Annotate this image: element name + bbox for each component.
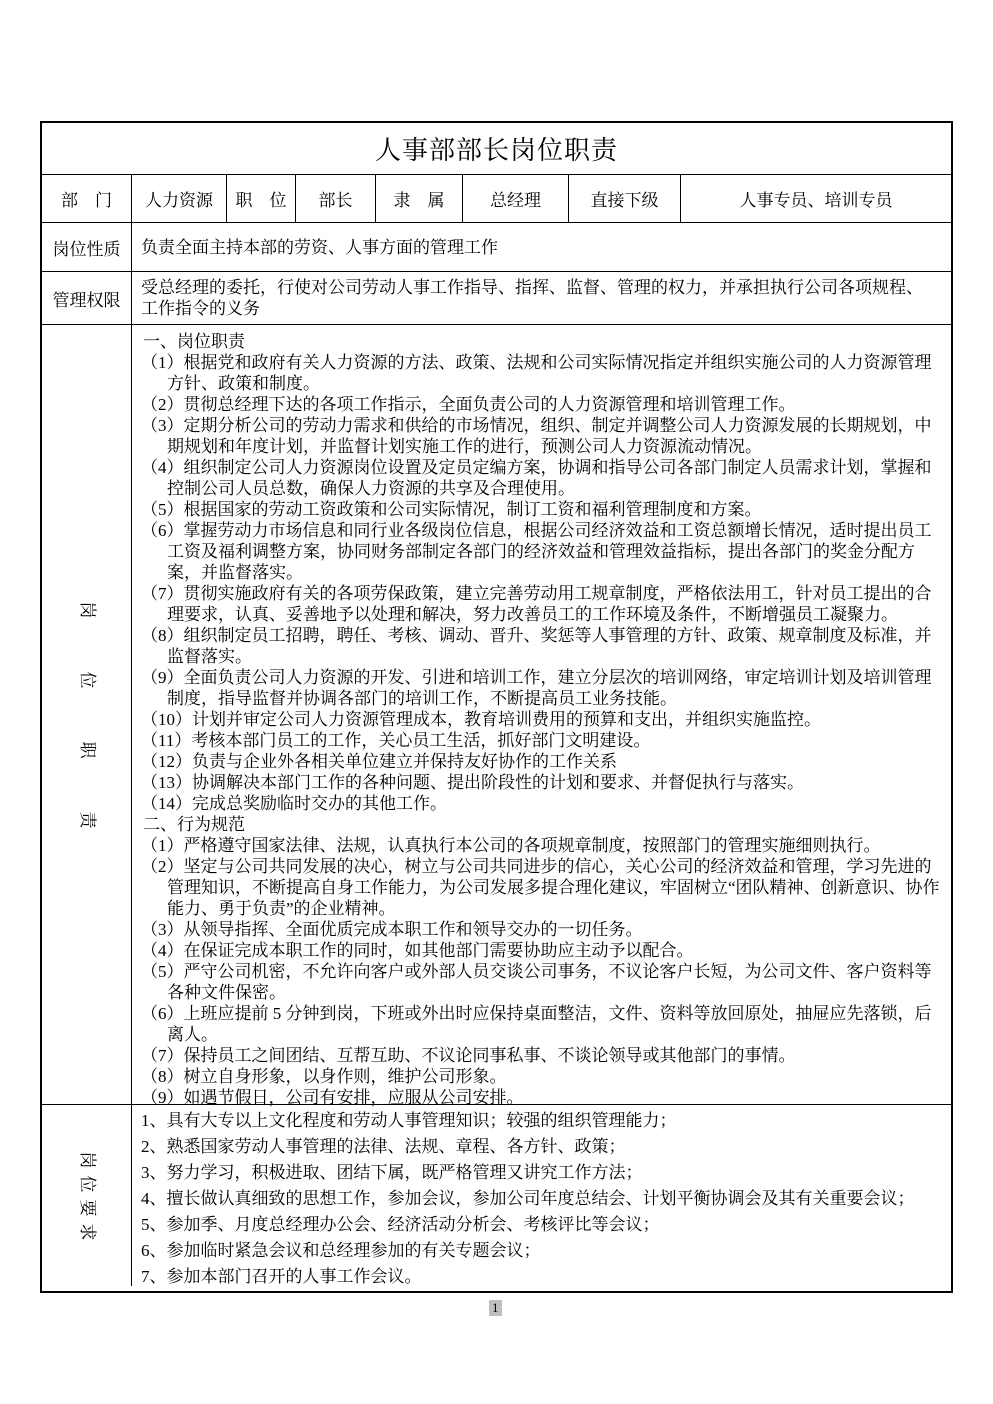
- position-value: 部长: [295, 175, 375, 222]
- duty-item: （9）全面负责公司人力资源的开发、引进和培训工作，建立分层次的培训网络，审定培训计划及培训管理制度，指导监督并协调各部门的培训工作，不断提高员工业务技能。: [141, 668, 932, 708]
- header-row: [42, 174, 951, 222]
- duty-item: （5）根据国家的劳动工资政策和公司实际情况，制订工资和福利管理制度和方案。: [141, 500, 762, 519]
- requirements-content: [131, 1105, 951, 1286]
- requirements-vertical-label: [42, 1105, 131, 1286]
- duty-item: （10）计划并审定公司人力资源管理成本，教育培训费用的预算和支出，并组织实施监控。: [141, 710, 821, 729]
- conduct-item: （6）上班应提前 5 分钟到岗，下班或外出时应保持桌面整洁，文件、资料等放回原处，抽屉应先落锁，后离人。: [141, 1004, 932, 1044]
- requirement-item: 1、具有大专以上文化程度和劳动人事管理知识；较强的组织管理能力；: [141, 1111, 677, 1130]
- vertical-label-char: 位: [77, 1175, 97, 1192]
- job-nature-label: 岗位性质: [52, 239, 121, 259]
- vertical-label-char: 岗: [77, 1151, 97, 1168]
- job-nature-content: 负责全面主持本部的劳资、人事方面的管理工作: [131, 223, 951, 271]
- department-value: 人力资源: [131, 175, 226, 222]
- duty-item: （3）定期分析公司的劳动力需求和供给的市场情况，组织、制定并调整公司人力资源发展的长期规划，中期规划和年度计划，并监督计划实施工作的进行，预测公司人力资源流动情况。: [141, 416, 932, 456]
- requirement-item: 6、参加临时紧急会议和总经理参加的有关专题会议；: [141, 1241, 541, 1260]
- requirement-item: 5、参加季、月度总经理办公会、经济活动分析会、考核评比等会议；: [141, 1215, 660, 1234]
- duty-item: （12）负责与企业外各相关单位建立并保持友好协作的工作关系: [141, 752, 617, 771]
- conduct-item: （4）在保证完成本职工作的同时，如其他部门需要协助应主动予以配合。: [141, 941, 694, 960]
- job-description-table: [40, 121, 953, 1293]
- management-authority-row: [42, 271, 951, 324]
- duty-item: （8）组织制定员工招聘，聘任、考核、调动、晋升、奖惩等人事管理的方针、政策、规章制度及标准，并监督落实。: [141, 626, 932, 666]
- requirement-item: 2、熟悉国家劳动人事管理的法律、法规、章程、各方针、政策；: [141, 1137, 626, 1156]
- reports-to-value: 总经理: [462, 175, 568, 222]
- reports-to-label: 隶 属: [375, 175, 462, 222]
- vertical-label-char: 位: [77, 671, 97, 688]
- conduct-item: （8）树立自身形象，以身作则，维护公司形象。: [141, 1067, 507, 1086]
- vertical-label-char: 求: [77, 1223, 97, 1240]
- management-authority-label: 管理权限: [52, 290, 121, 310]
- vertical-label-char: 要: [77, 1199, 97, 1216]
- duties-section-heading: 一、岗位职责: [143, 332, 245, 351]
- conduct-section-heading: 二、行为规范: [143, 815, 245, 834]
- requirement-item: 4、擅长做认真细致的思想工作，参加会议，参加公司年度总结会、计划平衡协调会及其有关重要会议；: [141, 1189, 915, 1208]
- requirement-item: 7、参加本部门召开的人事工作会议。: [141, 1267, 422, 1286]
- duty-item: （14）完成总奖励临时交办的其他工作。: [141, 794, 447, 813]
- direct-subordinates-label: 直接下级: [568, 175, 680, 222]
- page-title: 人事部部长岗位职责: [374, 136, 618, 165]
- responsibilities-vertical-label: [42, 325, 131, 1104]
- title-row: [42, 123, 951, 174]
- duty-item: （13）协调解决本部门工作的各种问题、提出阶段性的计划和要求、并督促执行与落实。: [141, 773, 804, 792]
- direct-subordinates-value: 人事专员、培训专员: [680, 175, 951, 222]
- duty-item: （2）贯彻总经理下达的各项工作指示，全面负责公司的人力资源管理和培训管理工作。: [141, 395, 796, 414]
- duty-item: （6）掌握劳动力市场信息和同行业各级岗位信息，根据公司经济效益和工资总额增长情况，适时提出员工工资及福利调整方案，协同财务部制定各部门的经济效益和管理效益指标，提出各部门的奖金分配方案，并监督落实。: [141, 521, 932, 582]
- responsibilities-content: [131, 325, 951, 1107]
- conduct-item: （9）如遇节假日，公司有安排，应服从公司安排。: [141, 1088, 524, 1107]
- conduct-item: （2）坚定与公司共同发展的决心，树立与公司共同进步的信心，关心公司的经济效益和管理，学习先进的管理知识，不断提高自身工作能力，为公司发展多提合理化建议，牢固树立“团队精神、创新意识、协作能力、勇于负责”的企业精神。: [141, 857, 940, 918]
- vertical-label-char: 岗: [77, 601, 97, 618]
- department-label: 部 门: [61, 191, 112, 210]
- conduct-list: [141, 835, 945, 1108]
- conduct-item: （7）保持员工之间团结、互帮互助、不议论同事私事、不谈论领导或其他部门的事情。: [141, 1046, 796, 1065]
- conduct-item: （3）从领导指挥、全面优质完成本职工作和领导交办的一切任务。: [141, 920, 643, 939]
- position-label: 职 位: [226, 175, 295, 222]
- responsibilities-row: [42, 324, 951, 1107]
- vertical-label-char: 责: [77, 811, 97, 828]
- duty-item: （11）考核本部门员工的工作，关心员工生活，抓好部门文明建设。: [141, 731, 651, 750]
- requirement-item: 3、努力学习，积极进取、团结下属，既严格管理又讲究工作方法；: [141, 1163, 643, 1182]
- duty-item: （4）组织制定公司人力资源岗位设置及定员定编方案，协调和指导公司各部门制定人员需求计划，掌握和控制公司人员总数，确保人力资源的共享及合理使用。: [141, 458, 932, 498]
- duties-list: [141, 352, 945, 814]
- conduct-item: （1）严格遵守国家法律、法规，认真执行本公司的各项规章制度，按照部门的管理实施细则执行。: [141, 836, 881, 855]
- requirements-row: [42, 1104, 951, 1286]
- duty-item: （1）根据党和政府有关人力资源的方法、政策、法规和公司实际情况指定并组织实施公司的人力资源管理方针、政策和制度。: [141, 353, 932, 393]
- management-authority-content: 受总经理的委托，行使对公司劳动人事工作指导、指挥、监督、管理的权力，并承担执行公司各项规程、工作指令的义务: [131, 272, 951, 324]
- conduct-item: （5）严守公司机密，不允许向客户或外部人员交谈公司事务，不议论客户长短，为公司文件、客户资料等各种文件保密。: [141, 962, 932, 1002]
- vertical-label-char: 职: [77, 741, 97, 758]
- job-nature-row: [42, 222, 951, 271]
- page-number: 1: [489, 1300, 502, 1316]
- duty-item: （7）贯彻实施政府有关的各项劳保政策，建立完善劳动用工规章制度，严格依法用工，针对员工提出的合理要求，认真、妥善地予以处理和解决，努力改善员工的工作环境及条件，不断增强员工凝聚力。: [141, 584, 932, 624]
